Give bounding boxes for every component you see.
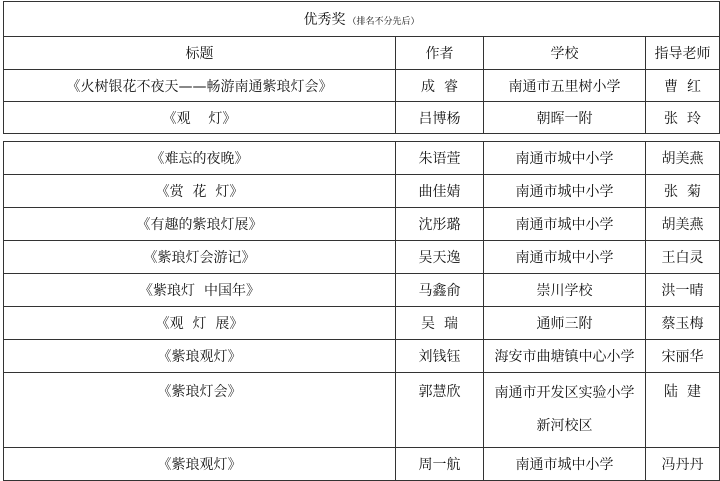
column-header-title: 标题 (4, 37, 396, 70)
entry-author: 吕博杨 (396, 102, 484, 134)
table-row (4, 373, 720, 448)
entry-author-text: 郭慧欣 (418, 384, 461, 400)
entry-title (4, 373, 396, 448)
entry-title: 《紫琅观灯》 (4, 340, 396, 373)
entry-title: 《赏 花 灯》 (4, 175, 396, 208)
entry-title: 《有趣的紫琅灯展》 (4, 208, 396, 241)
entry-author: 成 睿 (396, 70, 484, 102)
entry-title: 《紫琅灯会游记》 (4, 241, 396, 274)
entry-teacher: 曹 红 (646, 70, 720, 102)
entry-school: 南通市城中小学 (484, 241, 646, 274)
entry-author: 曲佳婧 (396, 175, 484, 208)
entry-school-line-1: 南通市开发区实验小学 (494, 385, 635, 401)
entry-author: 沈彤璐 (396, 208, 484, 241)
header-row (4, 37, 720, 70)
entry-teacher: 洪一晴 (646, 274, 720, 307)
entry-title-text: 《紫琅灯会》 (157, 384, 242, 400)
entry-school: 崇川学校 (484, 274, 646, 307)
entry-teacher: 张 菊 (646, 175, 720, 208)
table-row (4, 175, 720, 208)
entry-school: 南通市城中小学 (484, 208, 646, 241)
entry-school: 南通市五里树小学 (484, 70, 646, 102)
award-title: 优秀奖 (303, 12, 346, 28)
table-row (4, 208, 720, 241)
entry-teacher: 胡美燕 (646, 142, 720, 175)
column-header-author: 作者 (396, 37, 484, 70)
table-row (4, 274, 720, 307)
table-row (4, 307, 720, 340)
entry-teacher: 宋丽华 (646, 340, 720, 373)
entry-school-line-2: 新河校区 (536, 418, 593, 434)
entry-teacher: 王白灵 (646, 241, 720, 274)
table-row (4, 448, 720, 481)
entry-title: 《观 灯》 (4, 102, 396, 134)
entry-author: 周一航 (396, 448, 484, 481)
award-title-cell (4, 2, 720, 37)
column-header-school: 学校 (484, 37, 646, 70)
entry-author: 吴天逸 (396, 241, 484, 274)
entry-author: 吴 瑞 (396, 307, 484, 340)
entry-title: 《火树银花不夜天——畅游南通紫琅灯会》 (4, 70, 396, 102)
entry-title: 《紫琅观灯》 (4, 448, 396, 481)
award-table-bottom (3, 141, 720, 481)
entry-school: 南通市城中小学 (484, 448, 646, 481)
entry-author: 朱语萱 (396, 142, 484, 175)
ranking-note: （排名不分先后） (347, 17, 420, 27)
entry-teacher: 张 玲 (646, 102, 720, 134)
entry-teacher: 胡美燕 (646, 208, 720, 241)
entry-school-multiline (484, 377, 645, 443)
entry-title: 《紫琅灯 中国年》 (4, 274, 396, 307)
column-header-teacher: 指导老师 (646, 37, 720, 70)
entry-teacher-text: 陆 建 (664, 384, 701, 400)
table-row (4, 102, 720, 134)
entry-school: 朝晖一附 (484, 102, 646, 134)
table-row (4, 340, 720, 373)
entry-title: 《观 灯 展》 (4, 307, 396, 340)
entry-teacher (646, 373, 720, 448)
entry-author (396, 373, 484, 448)
entry-school: 通师三附 (484, 307, 646, 340)
entry-author: 马鑫俞 (396, 274, 484, 307)
entry-author: 刘钱钰 (396, 340, 484, 373)
entry-school (484, 373, 646, 448)
entry-school: 海安市曲塘镇中心小学 (484, 340, 646, 373)
table-row (4, 70, 720, 102)
table-row (4, 142, 720, 175)
entry-teacher: 冯丹丹 (646, 448, 720, 481)
award-table-top (3, 1, 720, 134)
table-row (4, 241, 720, 274)
entry-school: 南通市城中小学 (484, 175, 646, 208)
entry-teacher: 蔡玉梅 (646, 307, 720, 340)
entry-school: 南通市城中小学 (484, 142, 646, 175)
entry-title: 《难忘的夜晚》 (4, 142, 396, 175)
